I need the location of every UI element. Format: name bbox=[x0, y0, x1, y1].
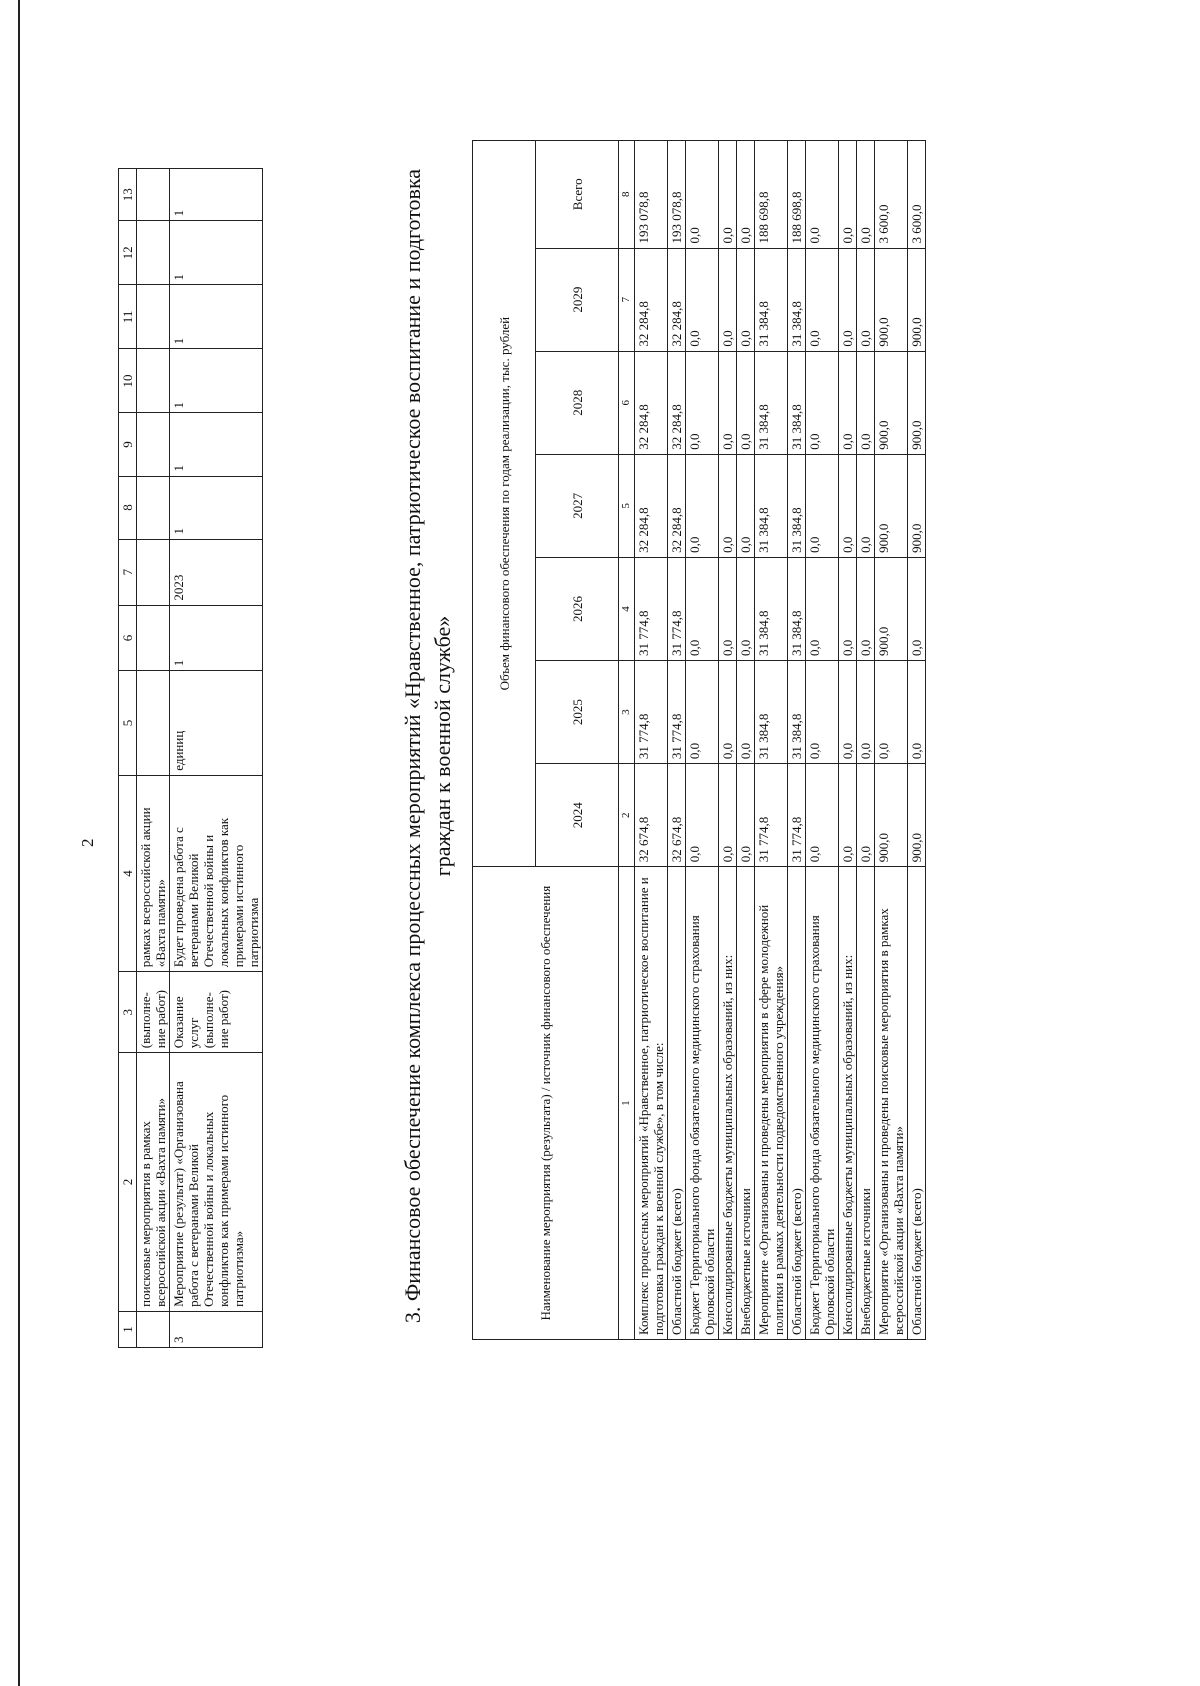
value-cell: 0,0 bbox=[737, 557, 755, 660]
table-row bbox=[686, 141, 719, 1340]
table-cell bbox=[137, 671, 170, 776]
row-name: Консолидированные бюджеты муниципальных образований, из них: bbox=[719, 867, 737, 1340]
header-cell: 4 bbox=[119, 775, 137, 971]
value-cell: 31 384,8 bbox=[755, 661, 788, 764]
column-numbers-row bbox=[619, 141, 635, 1340]
table-cell bbox=[137, 413, 170, 476]
column-number: 8 bbox=[619, 141, 635, 249]
header-cell: 3 bbox=[119, 972, 137, 1053]
row-name: Областной бюджет (всего) bbox=[788, 867, 806, 1340]
table-cell: 1 bbox=[170, 285, 263, 349]
table-cell bbox=[137, 605, 170, 671]
table-row bbox=[668, 141, 686, 1340]
row-name: Областной бюджет (всего) bbox=[908, 867, 926, 1340]
value-cell: 3 600,0 bbox=[875, 141, 908, 249]
value-cell: 900,0 bbox=[908, 454, 926, 557]
value-cell: 0,0 bbox=[875, 661, 908, 764]
value-cell: 0,0 bbox=[806, 764, 839, 867]
value-cell: 0,0 bbox=[737, 764, 755, 867]
header-cell: 8 bbox=[119, 476, 137, 539]
table-cell: 1 bbox=[170, 476, 263, 539]
table-row bbox=[170, 169, 263, 1348]
value-cell: 3 600,0 bbox=[908, 141, 926, 249]
value-cell: 31 774,8 bbox=[635, 661, 668, 764]
value-cell: 193 078,8 bbox=[635, 141, 668, 249]
table-cell bbox=[137, 221, 170, 285]
value-cell: 0,0 bbox=[908, 661, 926, 764]
table-cell: Оказание услуг (выполне-ние работ) bbox=[170, 972, 263, 1053]
value-cell: 900,0 bbox=[875, 248, 908, 351]
value-cell: 0,0 bbox=[839, 141, 857, 249]
row-name: Внебюджетные источники bbox=[737, 867, 755, 1340]
value-cell: 31 384,8 bbox=[755, 248, 788, 351]
header-cell: 13 bbox=[119, 169, 137, 221]
column-number: 6 bbox=[619, 351, 635, 454]
value-cell: 0,0 bbox=[839, 248, 857, 351]
value-cell: 0,0 bbox=[686, 454, 719, 557]
value-cell: 0,0 bbox=[686, 141, 719, 249]
value-cell: 900,0 bbox=[875, 557, 908, 660]
row-name: Областной бюджет (всего) bbox=[668, 867, 686, 1340]
value-cell: 0,0 bbox=[719, 351, 737, 454]
value-cell: 31 384,8 bbox=[755, 351, 788, 454]
row-name: Бюджет Территориального фонда обязательного медицинского страхования Орловской области bbox=[806, 867, 839, 1340]
table-cell: 1 bbox=[170, 221, 263, 285]
value-cell: 900,0 bbox=[908, 248, 926, 351]
value-cell: 0,0 bbox=[857, 141, 875, 249]
value-cell: 0,0 bbox=[737, 141, 755, 249]
column-number: 5 bbox=[619, 454, 635, 557]
row-name: Мероприятие «Организованы и проведены мероприятия в сфере молодежной политики в рамках деятельности подведомственного учреждения» bbox=[755, 867, 788, 1340]
value-cell: 31 774,8 bbox=[668, 557, 686, 660]
row-name: Консолидированные бюджеты муниципальных образований, из них: bbox=[839, 867, 857, 1340]
value-cell: 31 774,8 bbox=[635, 557, 668, 660]
table-cell bbox=[137, 1311, 170, 1347]
header-cell: 10 bbox=[119, 349, 137, 413]
year-header: 2025 bbox=[536, 661, 619, 764]
value-cell: 900,0 bbox=[875, 764, 908, 867]
value-cell: 900,0 bbox=[875, 454, 908, 557]
year-header: 2029 bbox=[536, 248, 619, 351]
table-cell: 2023 bbox=[170, 539, 263, 605]
column-number: 2 bbox=[619, 764, 635, 867]
header-cell: 6 bbox=[119, 605, 137, 671]
value-cell: 0,0 bbox=[737, 661, 755, 764]
year-header: 2027 bbox=[536, 454, 619, 557]
table-cell: 3 bbox=[170, 1311, 263, 1347]
table-cell: поисковые мероприятия в рамках всероссийской акции «Вахта памяти» bbox=[137, 1053, 170, 1312]
column-number: 3 bbox=[619, 661, 635, 764]
value-cell: 31 384,8 bbox=[755, 557, 788, 660]
value-cell: 0,0 bbox=[806, 454, 839, 557]
table-cell: 1 bbox=[170, 605, 263, 671]
value-cell: 900,0 bbox=[908, 351, 926, 454]
header-cell: 9 bbox=[119, 413, 137, 476]
table-row bbox=[788, 141, 806, 1340]
header-cell: 5 bbox=[119, 671, 137, 776]
value-cell: 32 284,8 bbox=[635, 248, 668, 351]
value-cell: 900,0 bbox=[908, 764, 926, 867]
value-cell: 0,0 bbox=[719, 248, 737, 351]
table-cell bbox=[137, 285, 170, 349]
value-cell: 0,0 bbox=[839, 764, 857, 867]
page-number: 2 bbox=[78, 838, 97, 847]
table-cell: 1 bbox=[170, 349, 263, 413]
table-cell: (выполне-ние работ) bbox=[137, 972, 170, 1053]
value-cell: 32 674,8 bbox=[635, 764, 668, 867]
table-cell bbox=[137, 169, 170, 221]
section-title: 3. Финансовое обеспечение комплекса процессных мероприятий «Нравственное, патриотическое воспитание и подготовка граждан к военной службе» bbox=[400, 168, 455, 1324]
indicators-table bbox=[118, 168, 263, 1348]
column-number: 1 bbox=[619, 867, 635, 1340]
value-cell: 900,0 bbox=[875, 351, 908, 454]
table-cell: Мероприятие (результат) «Организована работа с ветеранами Великой Отечественной войны и локальных конфликтов как примерами истинного патриотизма» bbox=[170, 1053, 263, 1312]
table-cell: рамках всероссийской акции «Вахта памяти» bbox=[137, 775, 170, 971]
value-cell: 188 698,8 bbox=[788, 141, 806, 249]
table-cell bbox=[137, 476, 170, 539]
table-row bbox=[635, 141, 668, 1340]
header-cell: 2 bbox=[119, 1053, 137, 1312]
value-cell: 0,0 bbox=[686, 557, 719, 660]
value-cell: 0,0 bbox=[719, 661, 737, 764]
value-cell: 0,0 bbox=[839, 661, 857, 764]
value-cell: 0,0 bbox=[719, 454, 737, 557]
header-cell: 12 bbox=[119, 221, 137, 285]
header-cell: 1 bbox=[119, 1311, 137, 1347]
value-cell: 0,0 bbox=[806, 351, 839, 454]
financing-rows bbox=[635, 141, 926, 1340]
row-name: Мероприятие «Организованы и проведены поисковые мероприятия в рамках всероссийской акции «Вахта памяти» bbox=[875, 867, 908, 1340]
value-cell: 0,0 bbox=[719, 764, 737, 867]
table-row bbox=[719, 141, 737, 1340]
value-cell: 0,0 bbox=[737, 248, 755, 351]
table-row bbox=[908, 141, 926, 1340]
value-cell: 0,0 bbox=[806, 661, 839, 764]
table-cell bbox=[137, 349, 170, 413]
year-header: 2026 bbox=[536, 557, 619, 660]
table-cell: единиц bbox=[170, 671, 263, 776]
value-cell: 0,0 bbox=[737, 454, 755, 557]
value-cell: 0,0 bbox=[839, 557, 857, 660]
value-cell: 0,0 bbox=[857, 248, 875, 351]
scan-edge-line bbox=[18, 0, 20, 1686]
value-cell: 31 774,8 bbox=[788, 764, 806, 867]
value-cell: 32 284,8 bbox=[635, 351, 668, 454]
value-cell: 0,0 bbox=[839, 351, 857, 454]
value-cell: 31 774,8 bbox=[755, 764, 788, 867]
value-cell: 0,0 bbox=[908, 557, 926, 660]
header-cell: 11 bbox=[119, 285, 137, 349]
table-row bbox=[875, 141, 908, 1340]
value-cell: 31 384,8 bbox=[788, 661, 806, 764]
value-cell: 0,0 bbox=[857, 661, 875, 764]
value-cell: 32 284,8 bbox=[635, 454, 668, 557]
value-cell: 31 384,8 bbox=[788, 557, 806, 660]
value-cell: 0,0 bbox=[806, 141, 839, 249]
value-cell: 0,0 bbox=[686, 351, 719, 454]
volume-column-header: Объем финансового обеспечения по годам реализации, тыс. рублей bbox=[473, 141, 536, 867]
value-cell: 0,0 bbox=[857, 764, 875, 867]
table-cell: 1 bbox=[170, 413, 263, 476]
table-row bbox=[137, 169, 170, 1348]
value-cell: 0,0 bbox=[686, 661, 719, 764]
row-name: Внебюджетные источники bbox=[857, 867, 875, 1340]
table-cell: Будет проведена работа с ветеранами Великой Отечественной войны и локальных конфликтов как примерами истинного патриотизма bbox=[170, 775, 263, 971]
column-number: 4 bbox=[619, 557, 635, 660]
table-row bbox=[737, 141, 755, 1340]
value-cell: 31 774,8 bbox=[668, 661, 686, 764]
header-cell: 7 bbox=[119, 539, 137, 605]
year-header: 2028 bbox=[536, 351, 619, 454]
table-row bbox=[839, 141, 857, 1340]
value-cell: 31 384,8 bbox=[788, 351, 806, 454]
table-row bbox=[857, 141, 875, 1340]
value-cell: 0,0 bbox=[806, 248, 839, 351]
value-cell: 0,0 bbox=[686, 248, 719, 351]
table-cell: 1 bbox=[170, 169, 263, 221]
value-cell: 188 698,8 bbox=[755, 141, 788, 249]
row-name: Комплекс процессных мероприятий «Нравственное, патриотическое воспитание и подготовка граждан к военной службе», в том числе: bbox=[635, 867, 668, 1340]
value-cell: 31 384,8 bbox=[788, 248, 806, 351]
table-row bbox=[755, 141, 788, 1340]
table-cell bbox=[137, 539, 170, 605]
financing-header-row bbox=[473, 141, 536, 1340]
row-name: Бюджет Территориального фонда обязательного медицинского страхования Орловской области bbox=[686, 867, 719, 1340]
indicators-header-row bbox=[119, 169, 137, 1348]
name-column-header: Наименование мероприятия (результата) / источник финансового обеспечения bbox=[473, 867, 619, 1340]
column-number: 7 bbox=[619, 248, 635, 351]
value-cell: 32 674,8 bbox=[668, 764, 686, 867]
value-cell: 0,0 bbox=[737, 351, 755, 454]
value-cell: 0,0 bbox=[857, 351, 875, 454]
value-cell: 0,0 bbox=[806, 557, 839, 660]
value-cell: 0,0 bbox=[857, 557, 875, 660]
value-cell: 0,0 bbox=[839, 454, 857, 557]
value-cell: 32 284,8 bbox=[668, 351, 686, 454]
value-cell: 0,0 bbox=[857, 454, 875, 557]
value-cell: 0,0 bbox=[686, 764, 719, 867]
value-cell: 32 284,8 bbox=[668, 454, 686, 557]
table-row bbox=[806, 141, 839, 1340]
year-header: 2024 bbox=[536, 764, 619, 867]
value-cell: 0,0 bbox=[719, 557, 737, 660]
value-cell: 32 284,8 bbox=[668, 248, 686, 351]
value-cell: 31 384,8 bbox=[788, 454, 806, 557]
year-header: Всего bbox=[536, 141, 619, 249]
value-cell: 0,0 bbox=[719, 141, 737, 249]
financing-table bbox=[472, 140, 926, 1340]
value-cell: 193 078,8 bbox=[668, 141, 686, 249]
value-cell: 31 384,8 bbox=[755, 454, 788, 557]
